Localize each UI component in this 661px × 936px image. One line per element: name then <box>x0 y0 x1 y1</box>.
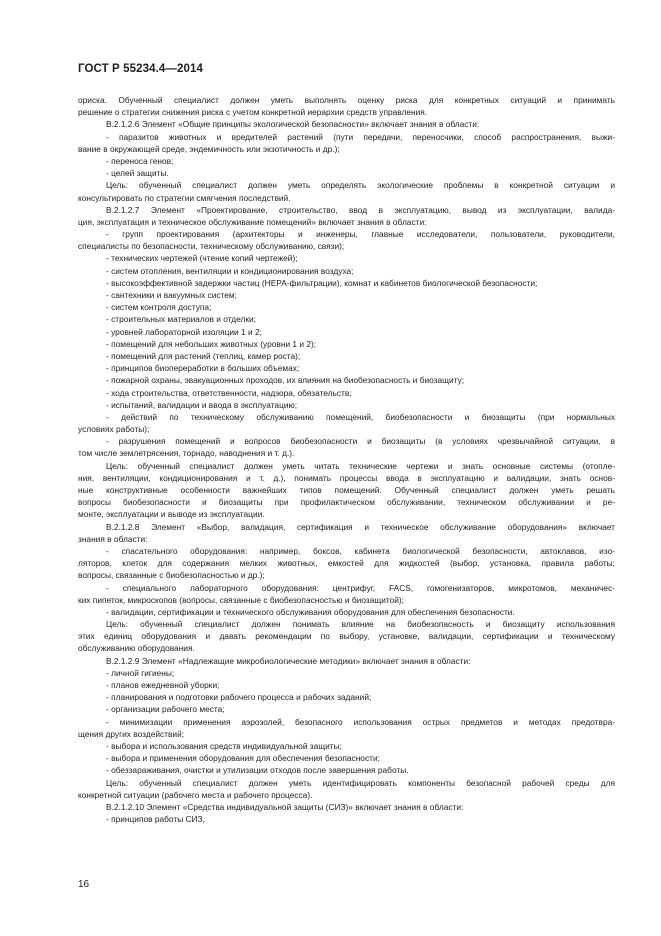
text-line: - пожарной охраны, эвакуационных проходов, их влияния на биобезопасность и биозащиту; <box>106 375 465 386</box>
text-line: ляторов, клеток для содержания мелких животных, емкостей для жидкостей (выбор, установка, правила работы; <box>78 558 615 569</box>
text-line: - организации рабочего места; <box>106 704 225 715</box>
text-line: обслуживанию оборудования. <box>78 643 195 654</box>
text-line: - выбора и применения оборудования для обеспечения безопасности; <box>106 753 380 764</box>
text-line: - планов ежедневной уборки; <box>106 680 220 690</box>
text-line: Цель: обученный специалист должен уметь определять экологические проблемы в конкретной ситуации и <box>106 180 615 191</box>
document-header-title: ГОСТ Р 55234.4—2014 <box>78 63 203 75</box>
text-line: ные конструктивные особенности важнейших типов помещений. Обученный специалист должен уметь решать <box>78 485 615 495</box>
text-line: - принципов биопереработки в больших объемах; <box>106 363 300 374</box>
text-line: конкретной ситуации (рабочего места и рабочего процесса). <box>78 789 313 800</box>
text-line: - минимизации применения аэрозолей, безопасного использования острых предметов и методах предотвра- <box>106 716 615 727</box>
text-line: В.2.1.2.10 Элемент «Средства индивидуальной защиты (СИЗ)» включает знания в области: <box>106 801 464 812</box>
text-line: В.2.1.2.8 Элемент «Выбор, валидация, сертификация и техническое обслуживание оборудования» включает <box>106 521 615 532</box>
text-line: Цель: обученный специалист должен понимать влияние на биобезопасность и биозащиту использования <box>106 619 615 630</box>
text-line: вание в окружающей среде, эндемичность или экзотичность и др.); <box>78 143 340 154</box>
text-line: - систем отопления, вентиляции и кондиционирования воздуха; <box>106 265 354 276</box>
text-line: - помещений для растений (теплиц, камер роста); <box>106 350 301 361</box>
text-line: - валидации, сертификации и технического обслуживания оборудования для обеспечения безопасности. <box>106 606 515 617</box>
text-line: В.2.1.2.9 Элемент «Надлежащие микробиологические методики» включает знания в области: <box>106 655 471 666</box>
text-line: решение о стратегии снижения риска с учетом конкретной иерархии средств управления. <box>78 107 428 118</box>
text-line: - высокоэффективной задержки частиц (HEPA-фильтрации), комнат и кабинетов биологической безопасности; <box>106 277 538 288</box>
text-line: - технических чертежей (чтение копий чертежей); <box>106 253 298 264</box>
text-line: Цель: обученный специалист должен уметь идентифицировать компоненты безопасной рабочей среды для <box>106 777 615 788</box>
text-line: - разрушения помещений и вопросов биобезопасности и биозащиты (в условиях чрезвычайной ситуации, в <box>106 436 615 447</box>
text-line: - строительных материалов и отделки; <box>106 314 256 325</box>
text-line: - сантехники и вакуумных систем; <box>106 290 237 300</box>
text-line: - выбора и использования средств индивидуальной защиты; <box>106 740 342 751</box>
document-body <box>78 94 615 825</box>
text-line: - уровней лабораторной изоляции 1 и 2; <box>106 326 262 337</box>
text-line: В.2.1.2.7 Элемент «Проектирование, строительство, ввод в эксплуатацию, вывод из эксплуатации, валида- <box>106 204 615 215</box>
text-line: - обеззараживания, очистки и утилизации отходов после завершения работы. <box>106 765 409 776</box>
text-line: В.2.1.2.6 Элемент «Общие принципы экологической безопасности» включает знания в области: <box>106 119 480 130</box>
page-number: 16 <box>78 879 90 890</box>
text-line: - испытаний, валидации и ввода в эксплуатацию; <box>106 399 298 410</box>
text-line: ния, вентиляции, кондиционирования и т. д.), понимать процессы ввода в эксплуатацию и валидации, знать основ- <box>78 472 615 483</box>
text-line: этих единиц оборудования и давать рекомендации по выбору, установке, валидации, сертификации и техническому <box>78 631 615 642</box>
text-line: - действий по техническому обслуживанию помещений, биобезопасности и биозащиты (при нормальных <box>106 411 615 422</box>
text-line: - принципов работы СИЗ, <box>106 814 205 825</box>
text-line: - личной гигиены; <box>106 667 175 678</box>
text-line: знания в области: <box>78 533 148 544</box>
text-line: специалисты по безопасности, техническому обслуживанию, связи); <box>78 241 345 252</box>
text-line: вопросы биобезопасности и биозащиты при профилактическом обслуживании, техническом обслуживании и ре- <box>78 497 615 508</box>
text-line: вопросы, связанные с биобезопасностью и др.); <box>78 570 265 581</box>
text-line: том числе землетрясения, торнадо, наводнения и т. д.). <box>78 448 295 459</box>
text-line: ориска. Обученный специалист должен уметь выполнять оценку риска для конкретных ситуаций и принимать <box>78 95 615 105</box>
text-line: - планирования и подготовки рабочего процесса и рабочих заданий; <box>106 692 372 703</box>
text-line: - целей защиты. <box>106 168 169 179</box>
text-line: Цель: обученный специалист должен уметь читать технические чертежи и знать основные системы (отопле- <box>106 460 615 471</box>
text-line: - систем контроля доступа; <box>106 302 212 313</box>
text-line: монте, эксплуатации и выводе из эксплуатации. <box>78 509 265 520</box>
text-line: - помещений для небольших животных (уровни 1 и 2); <box>106 338 317 349</box>
text-line: - спасательного оборудования: например, боксов, кабинета биологической безопасности, автоклавов, изо- <box>106 545 615 556</box>
text-line: ких пипеток, микроскопов (вопросы, связанные с биобезопасностью и биозащитой); <box>78 594 405 605</box>
text-line: ция, эксплуатация и техническое обслуживание помещений» включает знания в области: <box>78 216 427 227</box>
text-line: консультировать по стратегии смягчения последствий. <box>78 192 291 203</box>
text-line: - групп проектирования (архитекторы и инженеры, главные исследователи, пользователи, руководители, <box>106 229 615 240</box>
text-line: щения других воздействий; <box>78 728 185 739</box>
text-line: условиях работы); <box>78 424 150 435</box>
text-line: - специального лабораторного оборудования: центрифуг, FACS, гомогенизаторов, микротомов, механичес- <box>106 582 615 593</box>
text-line: - хода строительства, ответственности, надзора, обязательств; <box>106 387 352 398</box>
text-line: - переноса генов; <box>106 155 174 166</box>
text-line: - паразитов животных и вредителей растений (пути передачи, переносчики, способ распространения, выжи- <box>106 131 615 142</box>
